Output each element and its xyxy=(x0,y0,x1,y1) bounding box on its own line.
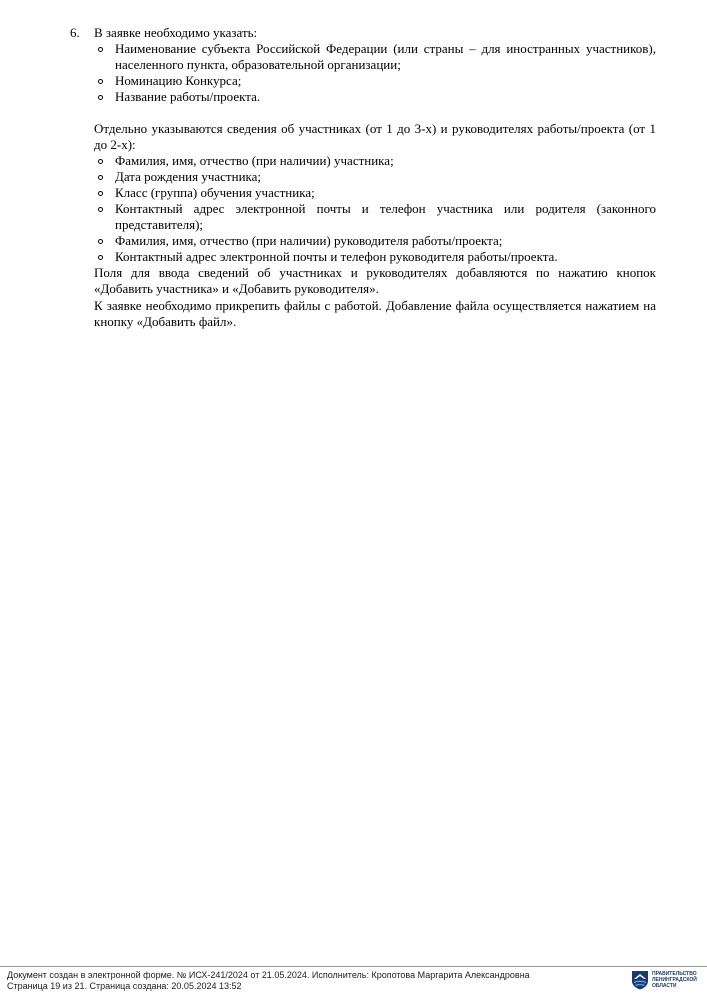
list-item: Название работы/проекта. xyxy=(94,89,656,105)
list-item: Номинацию Конкурса; xyxy=(94,73,656,89)
participants-fields-list xyxy=(94,153,656,265)
participants-intro: Отдельно указываются сведения об участниках (от 1 до 3-х) и руководителях работы/проекта (от 1 до 2-х): xyxy=(94,121,656,152)
bullet-icon xyxy=(98,95,103,100)
list-item: Наименование субъекта Российской Федерации (или страны – для иностранных участников), населенного пункта, образовательной организации; xyxy=(94,41,656,73)
footer-divider xyxy=(0,966,707,967)
application-fields-list xyxy=(94,41,656,105)
section-number: 6. xyxy=(70,25,80,40)
list-item: Фамилия, имя, отчество (при наличии) участника; xyxy=(94,153,656,169)
government-logo xyxy=(631,969,701,991)
section-heading-text: В заявке необходимо указать: xyxy=(94,25,258,40)
bullet-icon xyxy=(98,79,103,84)
bullet-icon xyxy=(98,255,103,260)
logo-caption: ПРАВИТЕЛЬСТВО ЛЕНИНГРАДСКОЙ ОБЛАСТИ xyxy=(652,971,697,989)
bullet-icon xyxy=(98,191,103,196)
bullet-icon xyxy=(98,207,103,212)
bullet-icon xyxy=(98,239,103,244)
footer-line-document: Документ создан в электронной форме. № ИСХ-241/2024 от 21.05.2024. Исполнитель: Кропотова Маргарита Александровна xyxy=(7,970,530,980)
list-item: Фамилия, имя, отчество (при наличии) руководителя работы/проекта; xyxy=(94,233,656,249)
footer-info xyxy=(7,970,530,992)
coat-of-arms-icon xyxy=(631,970,649,990)
list-item: Класс (группа) обучения участника; xyxy=(94,185,656,201)
spacer xyxy=(94,105,656,121)
attach-files-paragraph: К заявке необходимо прикрепить файлы с работой. Добавление файла осуществляется нажатием на кнопку «Добавить файл». xyxy=(94,298,656,329)
list-item: Контактный адрес электронной почты и телефон участника или родителя (законного представителя); xyxy=(94,201,656,233)
list-item: Контактный адрес электронной почты и телефон руководителя работы/проекта. xyxy=(94,249,656,265)
section-6-heading xyxy=(70,25,656,41)
footer-line-page: Страница 19 из 21. Страница создана: 20.05.2024 13:52 xyxy=(7,981,242,991)
bullet-icon xyxy=(98,47,103,52)
bullet-icon xyxy=(98,175,103,180)
add-fields-paragraph: Поля для ввода сведений об участниках и руководителях добавляются по нажатию кнопок «Добавить участника» и «Добавить руководителя». xyxy=(94,265,656,296)
bullet-icon xyxy=(98,159,103,164)
document-body xyxy=(70,25,656,330)
list-item: Дата рождения участника; xyxy=(94,169,656,185)
